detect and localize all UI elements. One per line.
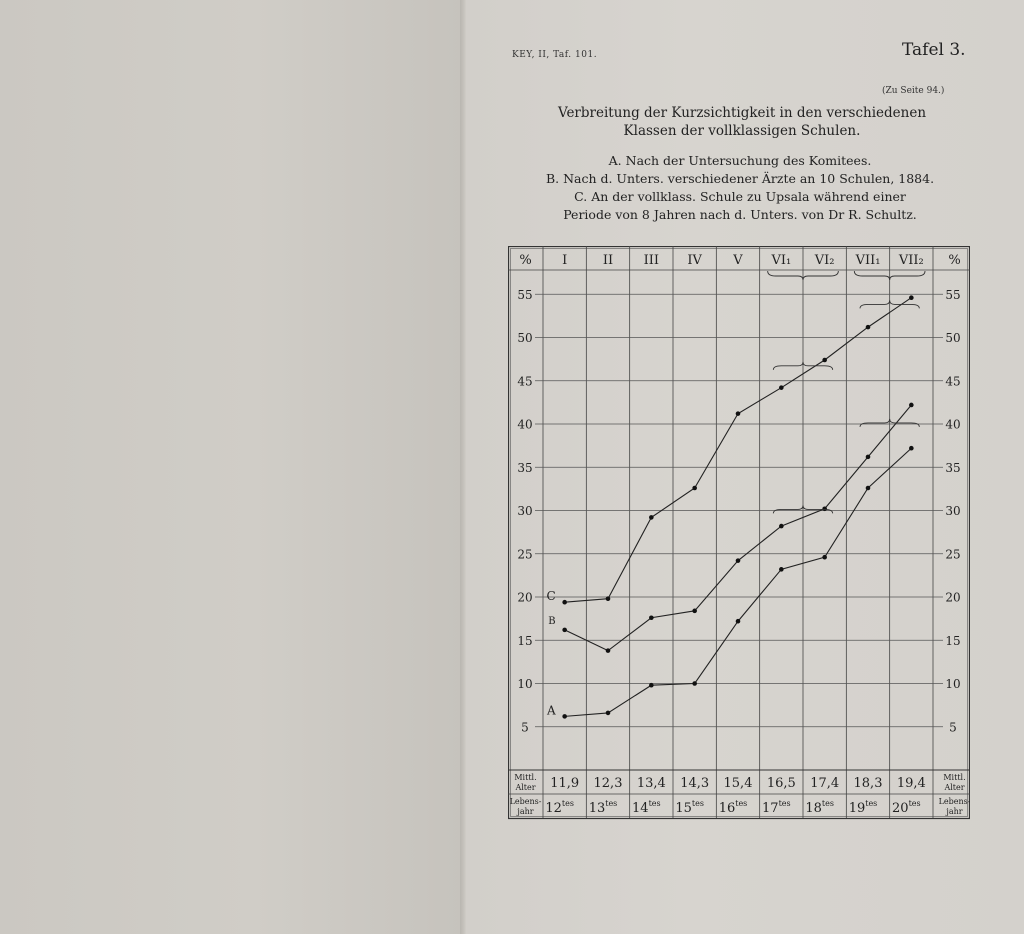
- series-A-point-VII1: [866, 486, 871, 491]
- column-header-VII2: VII₂: [898, 253, 924, 268]
- inner-frame: [511, 249, 968, 817]
- series-A-point-V: [736, 619, 741, 624]
- title-line-1: Verbreitung der Kurzsichtigkeit in den verschiedenen: [557, 105, 927, 121]
- y-tick-label-right: 35: [945, 460, 961, 475]
- y-tick-label-left: 5: [521, 720, 529, 735]
- y-tick-label-right: 15: [945, 633, 961, 648]
- y-tick-label-left: 35: [517, 460, 533, 475]
- series-B-point-VII1: [866, 455, 871, 460]
- data-series: [546, 295, 919, 718]
- column-headers: [519, 253, 960, 280]
- legend-line-b: B. Nach d. Unters. verschiedener Ärzte an 10 Schulen, 1884.: [545, 171, 935, 186]
- column-header-III: III: [643, 253, 660, 268]
- plate-reference: KEY, II, Taf. 101.: [512, 50, 598, 60]
- mittl-alter-value: 13,4: [636, 776, 666, 791]
- lebensjahr-value: $12^{tes}$: [545, 799, 574, 816]
- chart-grid: [508, 246, 970, 819]
- y-tick-label-right: 40: [945, 417, 961, 432]
- series-A-point-VI2: [822, 555, 827, 560]
- y-tick-label-left: 45: [517, 374, 533, 389]
- series-C-point-VII1: [866, 325, 871, 330]
- y-tick-label-right: 10: [945, 677, 961, 691]
- mittl-alter-label-left-cont: Alter: [515, 783, 536, 792]
- mittl-alter-value: 16,5: [766, 776, 796, 791]
- series-B-point-VI1: [779, 524, 784, 529]
- y-axis-ticks: [517, 288, 960, 735]
- lebensjahr-value: $15^{tes}$: [675, 799, 704, 816]
- mittl-alter-value: 18,3: [853, 776, 883, 791]
- y-tick-label-left: 50: [517, 331, 533, 345]
- column-header-I: I: [562, 253, 568, 268]
- series-C-point-IV: [692, 486, 697, 491]
- myopia-chart: [508, 246, 970, 820]
- mittl-alter-value: 15,4: [723, 776, 753, 791]
- mittl-alter-value: 17,4: [810, 776, 840, 791]
- lebensjahr-label-left: Lebens-: [509, 797, 542, 806]
- mittl-alter-value: 14,3: [680, 776, 710, 791]
- series-B-point-IV: [692, 609, 697, 614]
- series-C-point-V: [736, 411, 741, 416]
- y-tick-label-right: 50: [945, 331, 961, 345]
- mittl-alter-value: 19,4: [896, 776, 926, 791]
- column-header-VI1: VI₁: [771, 253, 792, 268]
- series-B-point-III: [649, 615, 654, 620]
- lebensjahr-value: $17^{tes}$: [762, 799, 791, 816]
- legend-line-c-cont: Periode von 8 Jahren nach d. Unters. von Dr R. Schultz.: [563, 207, 917, 222]
- mittl-alter-value: 12,3: [593, 776, 623, 791]
- legend-text: [520, 152, 960, 224]
- y-tick-label-left: 25: [517, 547, 533, 562]
- series-C-point-VI1: [779, 385, 784, 390]
- column-header-V: V: [733, 253, 743, 268]
- mittl-alter-value: 11,9: [550, 776, 580, 791]
- series-C-point-VI2: [822, 358, 827, 363]
- percent-label-right: %: [948, 253, 961, 268]
- series-A-label: A: [546, 703, 556, 718]
- percent-label-left: %: [519, 253, 532, 268]
- plate-number: Tafel 3.: [902, 40, 966, 60]
- y-tick-label-left: 40: [517, 417, 533, 432]
- lebensjahr-label-right-cont: jahr: [946, 807, 963, 816]
- series-A-point-VI1: [779, 567, 784, 572]
- series-A-point-III: [649, 683, 654, 688]
- series-C-point-I: [562, 600, 567, 605]
- lebensjahr-value: $14^{tes}$: [632, 799, 661, 816]
- series-C-point-VII2: [909, 295, 914, 300]
- y-tick-label-left: 55: [517, 287, 533, 302]
- y-tick-label-left: 10: [517, 677, 533, 691]
- legend-line-a: A. Nach der Untersuchung des Komitees.: [608, 153, 872, 168]
- series-C-line: [565, 298, 912, 602]
- y-tick-label-left: 15: [517, 633, 533, 648]
- y-tick-label-right: 30: [945, 504, 961, 518]
- title-line-2: Klassen der vollklassigen Schulen.: [623, 123, 861, 139]
- y-tick-label-right: 20: [945, 590, 961, 605]
- lebensjahr-label-left-cont: jahr: [517, 807, 534, 816]
- series-B-label: B: [548, 615, 556, 627]
- series-B-point-V: [736, 558, 741, 563]
- y-tick-label-right: 5: [949, 720, 957, 735]
- legend-line-c: C. An der vollklass. Schule zu Upsala während einer: [574, 189, 906, 204]
- left-book-page: [0, 0, 462, 934]
- series-B-point-VI2: [822, 506, 827, 511]
- mittl-alter-label-left: Mittl.: [514, 773, 537, 782]
- mittl-alter-label-right: Mittl.: [943, 773, 966, 782]
- y-tick-label-right: 45: [945, 374, 961, 389]
- column-header-II: II: [602, 253, 614, 268]
- series-A-point-IV: [692, 681, 697, 686]
- lebensjahr-label-right: Lebens-: [938, 797, 970, 806]
- lebensjahr-value: $13^{tes}$: [588, 799, 618, 816]
- column-header-VII1: VII₁: [855, 253, 881, 268]
- mittl-alter-label-right-cont: Alter: [944, 783, 965, 792]
- age-table: [510, 773, 970, 816]
- series-C-label: C: [546, 589, 556, 604]
- y-tick-label-right: 55: [945, 287, 961, 302]
- series-C-point-III: [649, 515, 654, 520]
- lebensjahr-value: $18^{tes}$: [805, 799, 834, 816]
- series-B-point-I: [562, 628, 567, 633]
- lebensjahr-value: $20^{tes}$: [892, 799, 921, 816]
- y-tick-label-left: 30: [517, 504, 533, 518]
- series-C-point-II: [606, 596, 611, 601]
- outer-frame: [509, 247, 970, 819]
- series-B-line: [565, 405, 912, 651]
- plate-title: [512, 104, 972, 140]
- y-tick-label-left: 20: [517, 590, 533, 605]
- page-reference: (Zu Seite 94.): [882, 86, 945, 96]
- series-B-point-II: [606, 648, 611, 653]
- y-tick-label-right: 25: [945, 547, 961, 562]
- lebensjahr-value: $19^{tes}$: [848, 799, 878, 816]
- column-header-VI2: VI₂: [814, 253, 835, 268]
- lebensjahr-value: $16^{tes}$: [718, 799, 748, 816]
- series-A-point-I: [562, 714, 567, 719]
- column-header-IV: IV: [687, 253, 702, 268]
- series-A-point-II: [606, 711, 611, 716]
- series-B-point-VII2: [909, 403, 914, 408]
- series-A-point-VII2: [909, 446, 914, 451]
